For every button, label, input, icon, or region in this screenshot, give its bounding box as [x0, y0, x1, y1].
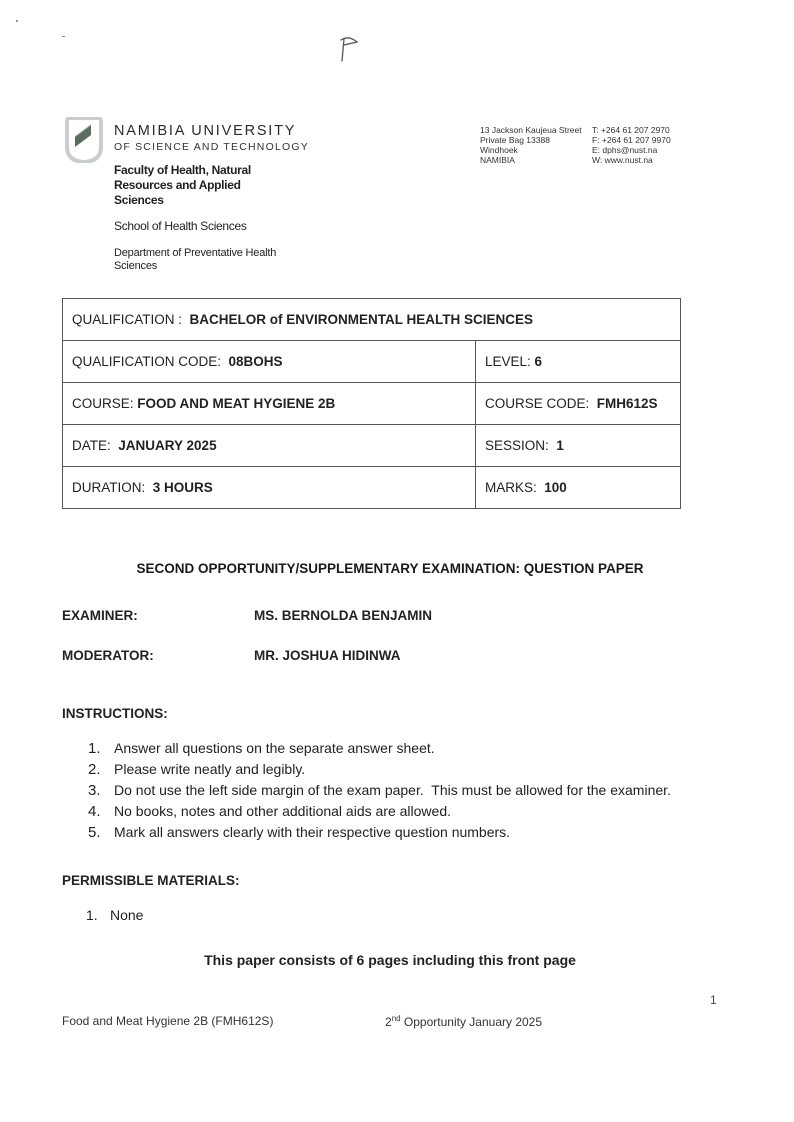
footer-opportunity — [385, 1014, 542, 1029]
moderator-label: MODERATOR: — [62, 648, 154, 663]
list-item — [88, 822, 671, 843]
qualification-label: QUALIFICATION : — [72, 312, 183, 327]
item-text: None — [110, 907, 144, 923]
table-row — [63, 425, 681, 467]
footer-opportunity-text: Opportunity January 2025 — [400, 1015, 543, 1029]
exam-title: SECOND OPPORTUNITY/SUPPLEMENTARY EXAMINATION: QUESTION PAPER — [136, 561, 644, 576]
faculty-name: Faculty of Health, Natural Resources and Applied Sciences — [114, 163, 251, 207]
course-value: FOOD AND MEAT HYGIENE 2B — [137, 396, 336, 411]
scan-speck — [62, 36, 65, 37]
university-name: NAMIBIA UNIVERSITY — [114, 123, 297, 139]
qualification-code-value: 08BOHS — [228, 354, 283, 369]
session-cell — [476, 425, 681, 467]
course-code-value: FMH612S — [596, 396, 658, 411]
item-number: 3. — [88, 782, 101, 799]
qualification-value: BACHELOR of ENVIRONMENTAL HEALTH SCIENCES — [189, 312, 534, 327]
examiner-label: EXAMINER: — [62, 608, 138, 623]
contact-email: E: dphs@nust.na — [592, 145, 658, 155]
page-count-note: This paper consists of 6 pages including this front page — [204, 952, 576, 968]
exam-details-table — [62, 298, 681, 509]
footer-course: Food and Meat Hygiene 2B (FMH612S) — [62, 1014, 274, 1028]
course-code-label: COURSE CODE: — [485, 396, 590, 411]
item-text: Do not use the left side margin of the exam paper. This must be allowed for the examiner. — [114, 782, 671, 798]
nust-logo-icon — [63, 117, 105, 163]
moderator-name: MR. JOSHUA HIDINWA — [254, 648, 401, 663]
contact-details — [592, 125, 671, 165]
permissible-materials-heading: PERMISSIBLE MATERIALS: — [62, 873, 240, 888]
marks-cell — [476, 467, 681, 509]
qualification-cell — [63, 299, 681, 341]
level-label: LEVEL: — [485, 354, 531, 369]
item-text: Answer all questions on the separate answer sheet. — [114, 740, 435, 756]
address-line: 13 Jackson Kaujeua Street — [480, 125, 582, 135]
table-row — [63, 299, 681, 341]
list-item — [88, 738, 671, 759]
instructions-heading: INSTRUCTIONS: — [62, 706, 168, 721]
marks-label: MARKS: — [485, 480, 537, 495]
footer-ordinal-suffix: nd — [391, 1014, 401, 1023]
date-value: JANUARY 2025 — [118, 438, 217, 453]
course-cell — [63, 383, 476, 425]
table-row — [63, 341, 681, 383]
duration-value: 3 HOURS — [152, 480, 213, 495]
duration-cell — [63, 467, 476, 509]
page-number: 1 — [710, 993, 717, 1007]
qualification-code-label: QUALIFICATION CODE: — [72, 354, 222, 369]
item-text: No books, notes and other additional aids are allowed. — [114, 803, 451, 819]
address-line: Windhoek — [480, 145, 518, 155]
course-label: COURSE: — [72, 396, 134, 411]
item-text: Mark all answers clearly with their respective question numbers. — [114, 824, 511, 840]
item-number: 1. — [88, 740, 101, 757]
instructions-list — [88, 738, 671, 843]
date-label: DATE: — [72, 438, 111, 453]
list-item — [88, 801, 671, 822]
marks-value: 100 — [544, 480, 567, 495]
item-number: 4. — [88, 803, 101, 820]
qualification-code-cell — [63, 341, 476, 383]
contact-website: W: www.nust.na — [592, 155, 653, 165]
list-item — [88, 780, 671, 801]
table-row — [63, 383, 681, 425]
item-number: 5. — [88, 824, 101, 841]
contact-phone: T: +264 61 207 2970 — [592, 125, 670, 135]
item-number: 2. — [88, 761, 101, 778]
item-text: Please write neatly and legibly. — [114, 761, 306, 777]
department-name: Department of Preventative Health Sciences — [114, 247, 277, 272]
address-line: NAMIBIA — [480, 155, 515, 165]
level-value: 6 — [534, 354, 543, 369]
date-cell — [63, 425, 476, 467]
session-value: 1 — [556, 438, 564, 453]
examiner-name: MS. BERNOLDA BENJAMIN — [254, 608, 433, 623]
list-item — [88, 759, 671, 780]
course-code-cell — [476, 383, 681, 425]
university-subtitle: OF SCIENCE AND TECHNOLOGY — [114, 141, 309, 153]
address-line: Private Bag 13388 — [480, 135, 550, 145]
scan-speck — [16, 20, 18, 22]
school-name: School of Health Sciences — [114, 219, 247, 233]
list-item — [86, 907, 143, 923]
level-cell — [476, 341, 681, 383]
duration-label: DURATION: — [72, 480, 146, 495]
footer-ordinal: 2 — [385, 1015, 392, 1029]
session-label: SESSION: — [485, 438, 549, 453]
table-row — [63, 467, 681, 509]
item-number: 1. — [86, 907, 98, 923]
handwritten-mark — [335, 33, 365, 63]
postal-address — [480, 125, 582, 165]
contact-fax: F: +264 61 207 9970 — [592, 135, 671, 145]
